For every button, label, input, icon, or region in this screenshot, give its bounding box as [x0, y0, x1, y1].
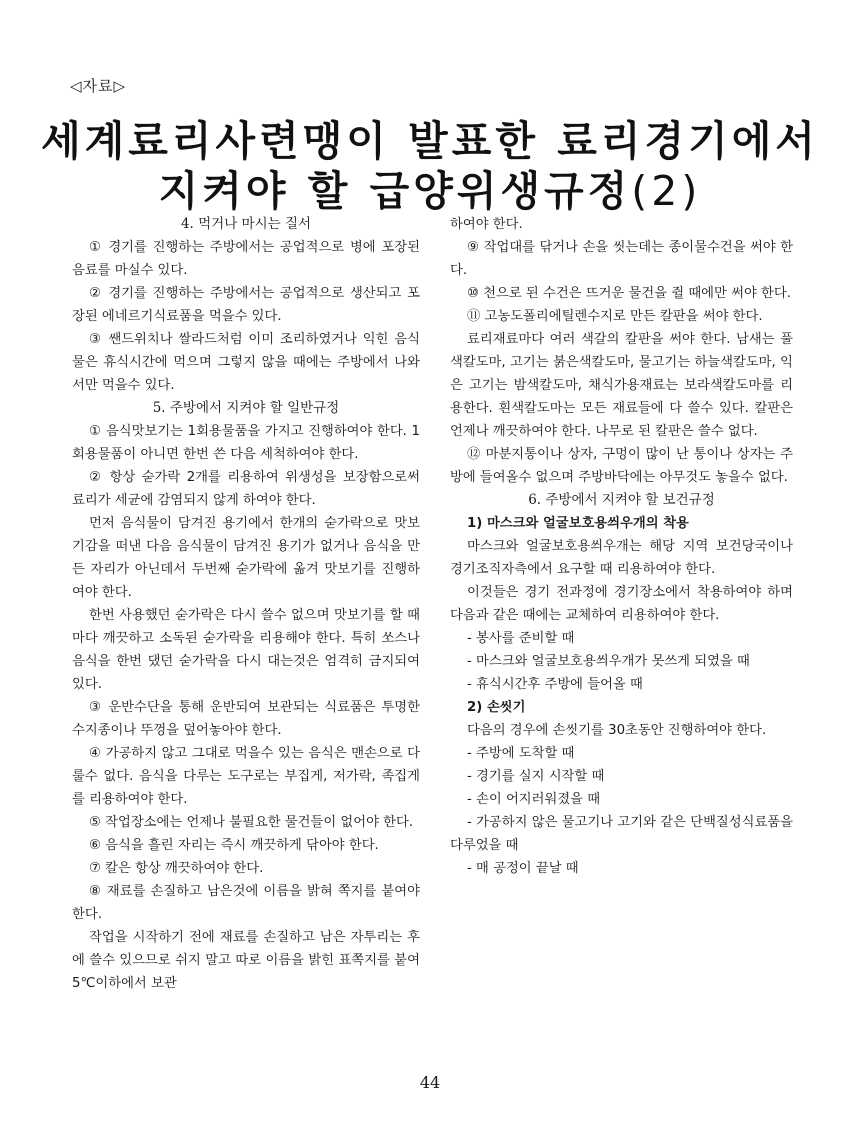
- left-text-column: [72, 213, 420, 995]
- paragraph: - 봉사를 준비할 때: [467, 631, 575, 646]
- paragraph: ⑩ 천으로 된 수건은 뜨거운 물건을 쥘 때에만 써야 한다.: [467, 286, 791, 301]
- paragraph: - 매 공정이 끝날 때: [467, 861, 579, 876]
- paragraph: 이것들은 경기 전과정에 경기장소에서 착용하여야 하며 다음과 같은 때에는 교체하여 리용하여야 한다.: [450, 585, 793, 623]
- subsection-heading: 2) 손씻기: [467, 700, 526, 715]
- page-number: 44: [419, 1073, 441, 1092]
- paragraph: ② 경기를 진행하는 주방에서는 공업적으로 생산되고 포장된 에네르기식료품을 먹을수 있다.: [72, 286, 420, 324]
- paragraph: - 마스크와 얼굴보호용씌우개가 못쓰게 되였을 때: [467, 654, 750, 669]
- paragraph: ① 음식맛보기는 1회용물품을 가지고 진행하여야 한다. 1회용물품이 아니면 한번 쓴 다음 세척하여야 한다.: [72, 424, 420, 462]
- title-part-number: (2): [631, 167, 702, 215]
- paragraph: ⑦ 칼은 항상 깨끗하여야 한다.: [89, 861, 264, 876]
- paragraph: 먼저 음식물이 담겨진 용기에서 한개의 숟가락으로 맛보기감을 떠낸 다음 음식물이 담겨진 용기가 없거나 음식을 만든 자리가 아닌데서 두번째 숟가락에 옮겨 맛보기를 진행하여야 한다.: [72, 516, 420, 600]
- paragraph-continuation: 하여야 한다.: [450, 217, 523, 232]
- paragraph: - 경기를 실지 시작할 때: [467, 769, 605, 784]
- title-line-2: [0, 158, 860, 217]
- paragraph: ⑪ 고농도폴리에틸렌수지로 만든 칼판을 써야 한다.: [467, 309, 763, 324]
- paragraph: - 주방에 도착할 때: [467, 746, 575, 761]
- paragraph: 작업을 시작하기 전에 재료를 손질하고 남은 자투리는 후에 쓸수 있으므로 쉬지 말고 따로 이름을 밝힌 표쪽지를 붙여 5℃이하에서 보관: [72, 930, 420, 991]
- paragraph: ④ 가공하지 않고 그대로 먹을수 있는 음식은 맨손으로 다룰수 없다. 음식을 다루는 도구로는 부집게, 저가락, 족집게를 리용하여야 한다.: [72, 746, 420, 807]
- right-text-column: [450, 213, 793, 880]
- title-line-1: 세계료리사련맹이 발표한 료리경기에서: [41, 117, 819, 165]
- paragraph: 료리재료마다 여러 색갈의 칼판을 써야 한다. 남새는 풀색칼도마, 고기는 붉은색칼도마, 물고기는 하늘색칼도마, 익은 고기는 밤색칼도마, 채식가용재료는 보라색칼도마를 리용한다. 흰색칼도마는 모든 재료들에 다 쓸수 있다. 칼판은 언제나 깨끗하여야 한다. 나무로 된 칼판은 쓸수 없다.: [450, 332, 793, 439]
- paragraph: 한번 사용했던 숟가락은 다시 쓸수 없으며 맛보기를 할 때마다 깨끗하고 소독된 숟가락을 리용해야 한다. 특히 쏘스나 음식을 한번 댔던 숟가락을 다시 대는것은 엄격히 금지되여있다.: [72, 608, 420, 692]
- paragraph: ① 경기를 진행하는 주방에서는 공업적으로 병에 포장된 음료를 마실수 있다.: [72, 240, 420, 278]
- section-heading: 5. 주방에서 지켜야 할 일반규정: [152, 400, 340, 416]
- paragraph: 마스크와 얼굴보호용씌우개는 해당 지역 보건당국이나 경기조직자측에서 요구할 때 리용하여야 한다.: [450, 539, 793, 577]
- paragraph: - 손이 어지러워졌을 때: [467, 792, 601, 807]
- paragraph: - 가공하지 않은 물고기나 고기와 같은 단백질성식료품을 다루었을 때: [450, 815, 793, 853]
- paragraph: ⑧ 재료를 손질하고 남은것에 이름을 밝혀 쪽지를 붙여야 한다.: [72, 884, 420, 922]
- paragraph: ⑫ 마분지통이나 상자, 구멍이 많이 난 통이나 상자는 주방에 들여올수 없으며 주방바닥에는 아무것도 놓을수 없다.: [450, 447, 793, 485]
- paragraph: ⑤ 작업장소에는 언제나 불필요한 물건들이 없어야 한다.: [89, 815, 414, 830]
- paragraph: ⑨ 작업대를 닦거나 손을 씻는데는 종이물수건을 써야 한다.: [450, 240, 793, 278]
- section-heading: 4. 먹거나 마시는 질서: [180, 216, 312, 232]
- section-label: ◁자료▷: [70, 77, 127, 95]
- paragraph: ③ 쌘드위치나 쌀라드처럼 이미 조리하였거나 익힌 음식물은 휴식시간에 먹으며 그렇지 않을 때에는 주방에서 나와서만 먹을수 있다.: [72, 332, 420, 393]
- paragraph: - 휴식시간후 주방에 들어올 때: [467, 677, 643, 692]
- paragraph: 다음의 경우에 손씻기를 30초동안 진행하여야 한다.: [467, 723, 767, 738]
- subsection-heading: 1) 마스크와 얼굴보호용씌우개의 착용: [467, 516, 689, 531]
- section-heading: 6. 주방에서 지켜야 할 보건규정: [528, 492, 715, 508]
- title-line-2-main: 지켜야 할 급양위생규정: [158, 167, 632, 215]
- paragraph: ③ 운반수단을 통해 운반되여 보관되는 식료품은 투명한 수지종이나 뚜껑을 덮어놓아야 한다.: [72, 700, 420, 738]
- paragraph: ⑥ 음식을 흘린 자리는 즉시 깨끗하게 닦아야 한다.: [89, 838, 379, 853]
- paragraph: ② 항상 숟가락 2개를 리용하여 위생성을 보장함으로써 료리가 세균에 감염되지 않게 하여야 한다.: [72, 470, 420, 508]
